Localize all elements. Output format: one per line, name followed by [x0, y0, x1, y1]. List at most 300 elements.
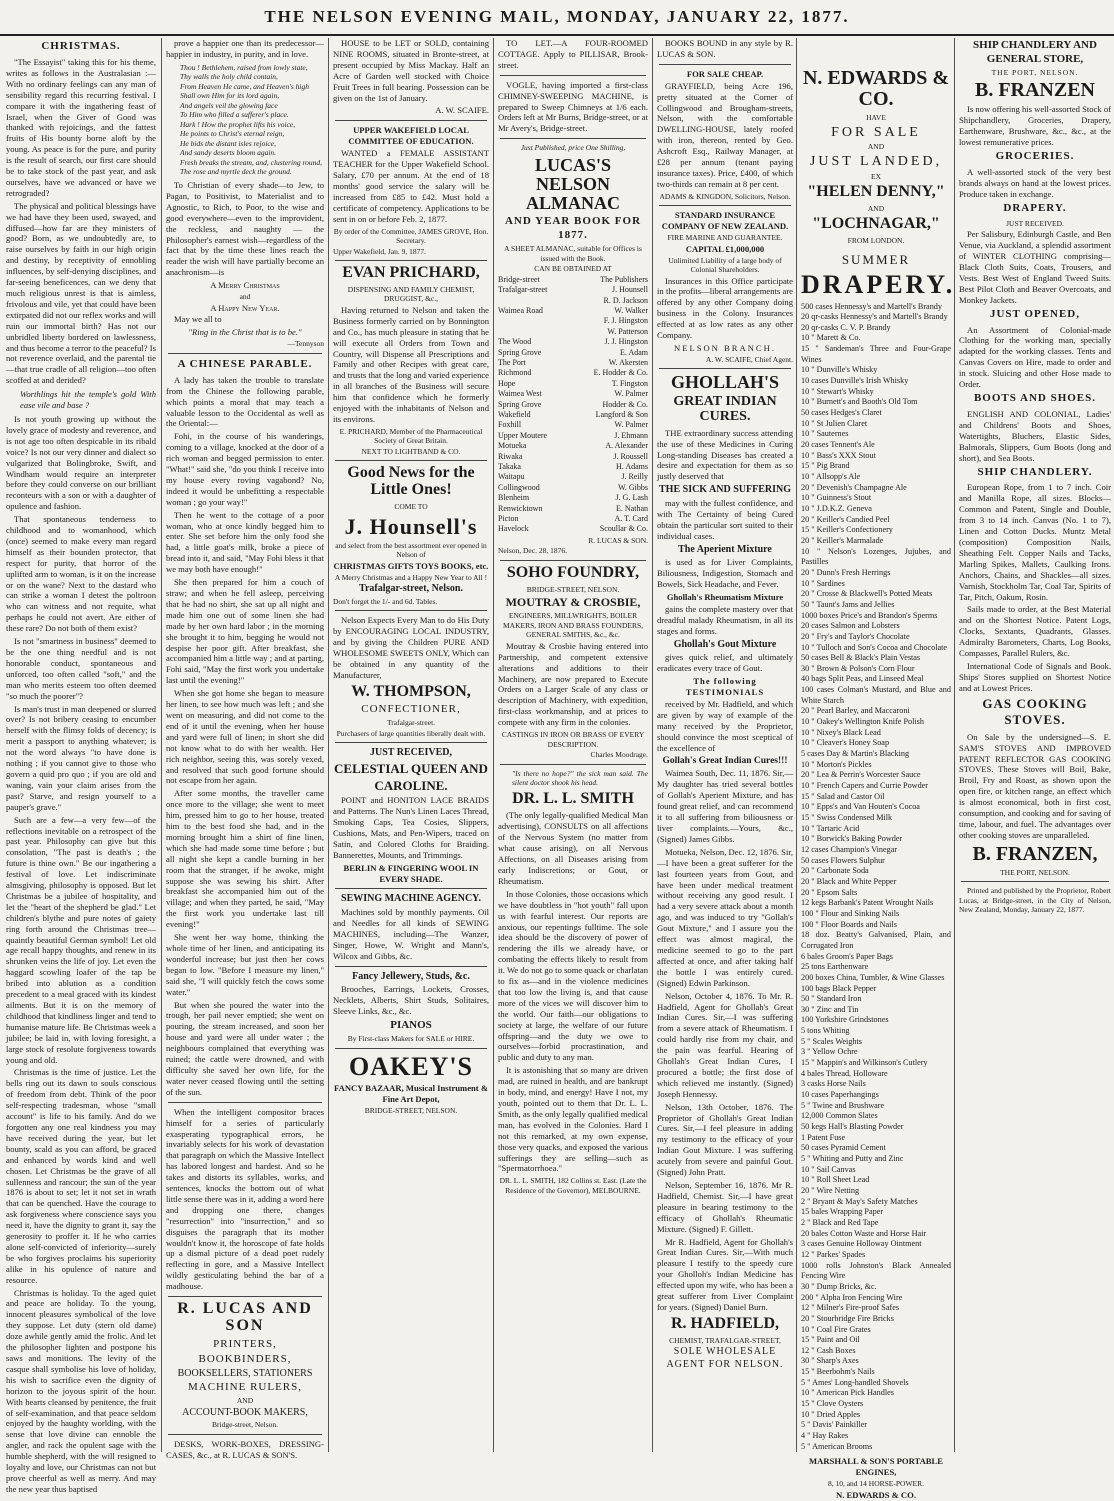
- agent-place: Richmond: [498, 368, 532, 378]
- article-paragraph: Christmas is the time of justice. Let the bells ring out its dawn to souls conscious of freedom from debt. Think of the poor self-respecting tradesman, whose "small account" is life to his family. And do we forgotten any one real kindness you may have received during the year, but let bounty, scald as you can afford, be graced and enhanced by words kind and well chosen. Let Christmas be the grave of all sullenness and rancour; the sun of the year 1876 is about to set; let it not set in wrath that can be quenched. Have the courage to ask forgiveness where conscience says you need it, have the dignity to grant it, say the generosity to proffer it. If he who carries alone self-convicted of inferiority—surely be who forgives proclaims his superiority alike in his opulence of nature and resource.: [6, 1067, 156, 1285]
- ad-drapery: DRAPERY.: [801, 270, 956, 300]
- testimonial: Nelson, September 16, 1876. Mr R. Hadfield, Chemist. Sir,—I have great pleasure in bearing testimony to the efficacy of Ghollah's Rheumatic Mixture. (Signed) F. Gillett.: [657, 1180, 793, 1234]
- ad-line: MACHINE RULERS,: [187, 1381, 302, 1394]
- goods-item: 4 " Hay Rakes: [801, 1431, 849, 1441]
- goods-item: 20 " Epsom Salts: [801, 887, 858, 897]
- goods-item: 15 " Pig Brand: [801, 461, 850, 471]
- ad-ghollah-text: THE extraordinary success attending the use of these Medicines in Curing Long-standing Diseases has created a desire and expectation for them as so justly deserved that: [657, 427, 793, 482]
- agent-place: Hope: [498, 378, 516, 388]
- goods-item: 50 kegs Hall's Blasting Powder: [801, 1122, 904, 1132]
- goods-item: 20 " Wire Netting: [801, 1185, 860, 1195]
- poem-line: Hark ! How the prophet lifts his voice,: [180, 119, 296, 129]
- greeting-line: A Happy New Year.: [210, 302, 280, 313]
- agent-name: E. Hodder & Co.: [593, 368, 648, 378]
- ad-line: MARSHALL & SON'S PORTABLE ENGINES,: [809, 1456, 943, 1478]
- ad-line: BOOKSELLERS, STATIONERS: [177, 1367, 313, 1379]
- ad-jewellery-title: Fancy Jellewery, Studs, &c.: [352, 970, 470, 982]
- ad-line: The Aperient Mixture: [678, 543, 772, 555]
- goods-item: 20 qr-casks C. V. P. Brandy: [801, 322, 891, 332]
- goods-item: 10 " Nelson's Lozenges, Jujubes, and Pastilles: [801, 546, 951, 567]
- goods-item: 10 " Coal Fire Grates: [801, 1324, 871, 1334]
- goods-item: 50 cases Flowers Sulphur: [801, 855, 885, 865]
- agent-place: Havelock: [498, 524, 529, 534]
- ad-address: Bridge-street, Nelson.: [211, 1420, 279, 1430]
- goods-item: 20 bales Cotton Waste and Horse Hair: [801, 1228, 927, 1238]
- divider: [500, 764, 646, 765]
- agent-name: Hodder & Co.: [602, 399, 648, 409]
- agent-name: F. J. Hingston: [603, 316, 648, 326]
- agent-place: The Wood: [498, 337, 532, 347]
- ad-line: ACCOUNT-BOOK MAKERS,: [182, 1406, 308, 1418]
- ad-quote: "Is there no hope?" the sick man said. The silent doctor shook his head.: [512, 768, 648, 788]
- masthead-title: THE NELSON EVENING MAIL, MONDAY, JANUARY 22, 1877.: [264, 7, 850, 26]
- agent-name: W. Palmer: [614, 420, 648, 430]
- ad-thompson-text: Nelson Expects Every Man to do His Duty by ENCOURAGING LOCAL INDUSTRY, and by giving the Children PURE AND WHOLESOME SWEETS ONLY, Which can be obtained in any quantity of the Manufacturer,: [333, 615, 489, 680]
- goods-item: 10 " Bass's XXX Stout: [801, 450, 876, 460]
- article-paragraph: May we all to: [174, 314, 222, 325]
- ad-chimney-sweep: VOGLE, having imported a first-class CHIMNEY-SWEEPING MACHINE, is prepared to Sweep Chimneys at 1/6 each. Orders left at Mr Burns, Bridge-street, or at Mr Avery's, Bridge-street.: [498, 79, 648, 134]
- ad-prichard-subtitle: DISPENSING AND FAMILY CHEMIST, DRUGGIST, &c.,: [347, 284, 475, 304]
- goods-item: 10 " Morton's Pickles: [801, 759, 872, 769]
- ad-smith-text: In those Colonies, those occasions which we have doubtless in "hot youth" fall upon us with fearful interest. Our reports are anxious, our repentings fulltime. The sole idea should be the discovery of power of rendering the ills we already have, or combating the effects likely to result from it. We do not go to some quack or charlatan to fix as—and in the violence medicines that too low the living is, and that cause more of the vices we will discover him to the world. Our faith—our obligations to society at large, the welfare of our future offspring—and the duty we owe to ourselves—forbid procrastination, and public and duty to any man.: [498, 888, 648, 1063]
- goods-item: 5 tons Whiting: [801, 1026, 850, 1036]
- goods-item: 100 bags Black Pepper: [801, 983, 877, 993]
- goods-item: 20 " Fry's and Taylor's Chocolate: [801, 631, 910, 641]
- agent-place: Upper Moutere: [498, 430, 548, 440]
- poem: [180, 63, 324, 177]
- article-paragraph: Such are a few—a very few—of the reflections inevitable on a retrospect of the past year. Philosophy can give but this consolation, "The past is death's ; the future is thine own." Be our ingathering a festival of love. Let indiscriminate almsgiving, philosophy is opposed. But let Christmas be a jubilee of hospitality, and let the "heart of the shepherd be glad." Let children's blythe and pure notes of gaiety ring forth around the Christmas tree—quaintly beautiful German symbol! Let old age recall happy thoughts, and renew in its shrunken veins the life of joy. Let even the haggard scowling loafer of the tap be bribed into ablution as a condition precedent to a meal graced with its kindest ailments. But it is on the memory of childhood that kindliness linger and tend to humanise mature life. Be Christmas week a jubilee; be laid in, with loving foresight, a large stock of resolute forgiveness towards young and old.: [6, 814, 156, 1065]
- section-heading: SHIP CHANDLERY.: [977, 465, 1093, 478]
- goods-item: 12 cases Champion's Vinegar: [801, 844, 898, 854]
- goods-item: 3 " Yellow Ochre: [801, 1047, 858, 1057]
- ad-received-title: JUST RECEIVED,: [369, 747, 453, 759]
- agent-row: [498, 504, 648, 514]
- agent-place: Bridge-street: [498, 274, 540, 284]
- ad-line: THE SICK AND SUFFERING: [659, 484, 791, 496]
- goods-item: 10 " Roll Sheet Lead: [801, 1175, 870, 1185]
- agent-row: [498, 379, 648, 389]
- agent-row: [498, 296, 648, 306]
- ad-line: Just Published, price One Shilling,: [520, 143, 626, 153]
- column-5: [652, 38, 797, 1452]
- column-2: [161, 38, 328, 1460]
- ad-line: SUMMER: [841, 251, 911, 267]
- ad-foundry-title: SOHO FOUNDRY,: [506, 563, 640, 581]
- ad-prichard-title: EVAN PRICHARD,: [342, 264, 480, 282]
- agent-row: [498, 358, 648, 368]
- agent-row: [498, 337, 648, 347]
- goods-item: 100 " Flour and Sinking Nails: [801, 908, 900, 918]
- ad-line: NELSON BRANCH.: [673, 343, 776, 353]
- ad-line: The following TESTIMONIALS: [685, 676, 765, 697]
- ad-education-text: WANTED a FEMALE ASSISTANT TEACHER for the Upper Wakefield School. Salary, £70 per annum. At the end of 18 months' good service the salary will be increased from £85 to £42. Must hold a certificate of competency. Applications to be sent in on or before Feb. 2, 1877.: [333, 148, 489, 224]
- goods-item: 10 " Dunville's Whisky: [801, 365, 878, 375]
- poem-line: Thy walls the holy child contain,: [180, 72, 278, 82]
- ad-books-bound: BOOKS BOUND in any style by R. LUCAS & SON.: [657, 38, 793, 59]
- ad-hadfield-name: R. HADFIELD,: [670, 1314, 779, 1332]
- ad-sale-title: FOR SALE CHEAP.: [686, 68, 764, 79]
- ad-pianos-text: By First-class Makers for SALE or HIRE.: [347, 1034, 475, 1044]
- ad-address: Trafalgar-street, Nelson.: [359, 583, 463, 595]
- ad-line: HAVE: [866, 113, 886, 122]
- agent-name: J. G. Lash: [615, 493, 648, 503]
- goods-item: 2 " Black and Red Tape: [801, 1217, 879, 1227]
- ad-line: FOR SALE: [831, 124, 921, 140]
- ad-address: BRIDGE-STREET, NELSON.: [526, 584, 620, 594]
- ad-line: Ghollah's Rheumatism Mixture: [666, 591, 784, 602]
- agent-name: E. Adam: [620, 347, 648, 357]
- goods-item: 20 " Pearl Barley, and Maccaroni: [801, 706, 910, 716]
- agent-row: [498, 389, 648, 399]
- agent-row: [498, 400, 648, 410]
- agent-row: [498, 420, 648, 430]
- ad-franzen-text: A well-assorted stock of the very best brands always on hand at the lowest prices. Produce taken in exchange.: [959, 167, 1111, 199]
- agent-place: Waimea West: [498, 389, 542, 399]
- goods-item: 50 cases Bell & Black's Plain Vestas: [801, 653, 921, 663]
- article-paragraph: She then prepared for him a couch of straw; and when he fell asleep, perceiving that he had no shirt, she sat up all night and made him one out of some linen she had made by her own hard labor ; in the morning she brought it to him, begging he would not despise her poor gift. After breakfast, she accompanied him a little way ; and at parting, Fohi said, "May the first work you undertake last until the evening!": [166, 577, 324, 686]
- article-paragraph: To Christian of every shade—to Jew, to Pagan, to Positivist, to Materialist and to Agnostic, to Rich, to Poor, to the wise and good everywhere—even to the improvident, the reckless, and naughty — the Philosopher's earnest wish—regardless of the fact that by the time these lines reach the reader the wish will have partially become an anachronism—is: [166, 180, 324, 278]
- goods-item: 10 " J.D.K.Z. Geneva: [801, 503, 872, 513]
- testimonial: Waimea South, Dec. 11, 1876. Sir,—My daughter has tried several bottles of Gollah's Aperient Mixture, and has found great relief, and can recommend it to all suffering from biliousness or liver complaints.—Yours, &c., (Signed) James Gibbs.: [657, 768, 793, 844]
- poem-line: Shall own Him for its lord again,: [180, 91, 280, 101]
- ad-edwards-title: N. EDWARDS & CO.: [802, 67, 950, 110]
- ad-line: BERLIN & FINGERING WOOL IN EVERY SHADE.: [343, 862, 479, 884]
- ad-ghollah-text: is used as for Liver Complaints, Biliousness, Indigestion, Stomach and Bowels, Sick Headache, and Fever.: [657, 557, 793, 590]
- ad-line: COME TO: [394, 501, 428, 511]
- goods-item: 10 " Oakey's Wellington Knife Polish: [801, 717, 924, 727]
- goods-item: 30 " Zinc and Tin: [801, 1004, 859, 1014]
- agent-name: T. Fingston: [611, 378, 648, 388]
- agent-row: [498, 285, 648, 295]
- article-paragraph: She went her way home, thinking the whole time of her linen, and anticipating its wonderful increase; but just then her cows began to low. "Before I measure my linen," said she, "I will quickly fetch the cows some water.": [166, 932, 324, 997]
- agent-place: Foxhill: [498, 420, 522, 430]
- ad-education-title: UPPER WAKEFIELD LOCAL COMMITTEE OF EDUCATION.: [348, 125, 474, 147]
- ad-house-to-let: HOUSE to be LET or SOLD, containing NINE ROOMS, situated in Bronte-street, at present occupied by Miss Mackay. Half an Acre of Garden well stocked with Choice Fruit Trees in full bearing. Possession can be given on the 1st of January.: [333, 38, 489, 103]
- poem-line: He points to Christ's eternal reign,: [180, 129, 285, 139]
- ad-insurance-title: STANDARD INSURANCE COMPANY OF NEW ZEALAND.: [661, 210, 789, 232]
- agent-name: A. T. Card: [614, 513, 648, 523]
- goods-item: 200 " Alpha Iron Fencing Wire: [801, 1292, 903, 1302]
- goods-item: 10 " Borwick's Baking Powder: [801, 834, 903, 844]
- agent-row: [498, 493, 648, 503]
- goods-item: 5 " Ames' Long-handled Shovels: [801, 1377, 909, 1387]
- agent-place: Riwaka: [498, 451, 523, 461]
- article-paragraph: The physical and political blessings have we had have they been used, swayed, and diffused—how far are they ministers of good? Born, as we undoubtedly are, to raise ourselves by faith in our high origin and destiny, by receptivity of ennobling influences, by self-denying disciplines, and far-seeing beneficences, can we deny that much religious unrest is that is aimless, frivolous and vile, yet that could have been extirpated did not our reflex works and will ruin our immortal birth? Has not our unbridled liberty bordered on lawlessness, and thus become a terror to the peaceful? Is not reverence overlaid, and the parental tie—that true cradle of all religion—too often scoffed at and derided?: [6, 200, 156, 386]
- goods-item: 20 qr-casks Hennessy's and Martell's Brandy: [801, 312, 948, 322]
- divider: [168, 1102, 322, 1103]
- article-paragraph: A lady has taken the trouble to translate from the Chinese the following parable, which points a moral that may teach a valuable lesson to the Occidental as well as the Oriental:—: [166, 374, 324, 429]
- ad-signature: A. W. SCAIFE, Chief Agent.: [705, 354, 793, 364]
- testimonial: Mr R. Hadfield, Agent for Ghollah's Great Indian Cures. Sir,—With much pleasure I testify to the speedy cure your Gholloh's Indian Medicine has effected upon my wife, who has been a great sufferer from Liver Complaint for years. (Signed) Daniel Burn.: [657, 1236, 793, 1312]
- divider: [335, 888, 487, 889]
- goods-item: 15 " Mappin's and Wilkinson's Cutlery: [801, 1058, 928, 1068]
- ad-jewellery-text: Brooches, Earrings, Lockets, Crosses, Necklets, Alberts, Shirt Studs, Solitaires, Sleeve Links, &c., &c.: [333, 984, 489, 1017]
- goods-item: 12,000 Common Slates: [801, 1111, 878, 1121]
- goods-item: 50 " Standard Iron: [801, 994, 862, 1004]
- ad-line: CAN BE OBTAINED AT: [534, 264, 612, 274]
- agent-row: [498, 524, 648, 534]
- agent-row: [498, 348, 648, 358]
- ad-address: THE PORT, NELSON.: [1000, 867, 1070, 877]
- goods-item: 10 " Sardines: [801, 578, 845, 588]
- ad-line: Gollah's Great Indian Cures!!!: [662, 756, 788, 767]
- agent-place: Waitapu: [498, 472, 525, 482]
- ad-address: NEXT TO LIGHTBAND & CO.: [361, 446, 461, 456]
- goods-item: 30 " Sharp's Axes: [801, 1356, 859, 1366]
- ad-smith-text: (The only legally-qualified Medical Man advertising), CONSULTS on all affections of the Nervous System (no matter from what cause arising), on all Nervous Affections, on all Diseases arising from early Indiscretions; or Gout, or Rheumatism.: [498, 810, 648, 886]
- divider: [500, 138, 646, 139]
- goods-item: 12 " Milner's Fire-proof Safes: [801, 1303, 900, 1313]
- columns: [6, 38, 1111, 1500]
- goods-item: 3 casks Horse Nails: [801, 1079, 866, 1089]
- ad-line: A Merry Christmas and a Happy New Year to All !: [334, 572, 488, 582]
- ad-franzen-text: Per Salisbury, Edinburgh Castle, and Ben Venue, via Auckland, a splendid assortment of WINTER CLOTHING comprising—Black Cloth Suits, Coats, Trousers, and Vests. Best West of England Tweed Suits. Best Pilot Cloth and Beaver Overcoats, and Monkey Jackets.: [959, 229, 1111, 305]
- goods-item: 10 cases Paperhangings: [801, 1090, 879, 1100]
- agent-row: [498, 462, 648, 472]
- article-paragraph: When she got home she began to measure her linen, to see how much was left ; and she went on measuring, and did not come to the end of it until the evening, when her house and yard were full of linen; in short she did not know what to do with her wealth. Her rich neighbor, seeing this, was sorely vexed, and resolved that such good fortune should not escape from her again.: [166, 688, 324, 786]
- article-heading-chinese-parable: A CHINESE PARABLE.: [177, 357, 313, 370]
- poem-line: Thou ! Bethlehem, raised from lowly state,: [180, 62, 308, 72]
- ad-line: Unlimited Liability of a large body of Colonial Shareholders.: [668, 255, 782, 275]
- ad-insurance-capital: CAPITAL £1,000,000: [685, 243, 765, 254]
- goods-item: 15 " Sandeman's Three and Four-Grape Wines: [801, 344, 951, 364]
- goods-item: 15 bales Wrapping Paper: [801, 1207, 884, 1217]
- goods-item: 12 kegs Barbank's Patent Wrought Nails: [801, 898, 934, 908]
- divider: [335, 260, 487, 261]
- agent-place: Blenheim: [498, 493, 530, 503]
- ad-date: Upper Wakefield, Jan. 9, 1877.: [333, 246, 426, 256]
- column-3: [328, 38, 493, 1452]
- goods-item: 10 " Guinness's Stout: [801, 493, 872, 503]
- goods-list: [801, 302, 951, 1453]
- goods-item: 10 " Allsopp's Ale: [801, 472, 861, 481]
- goods-item: 18 doz. Beatty's Galvanised, Plain, and Corrugated Iron: [801, 930, 951, 950]
- goods-item: 10 " St Julien Claret: [801, 418, 868, 428]
- article-paragraph: Is not "smartness in business" deemed to be the one thing needful and is not honorable conduct, spontaneous and unforced, too often called "soft," and the man who merits esteem too often deemed "so much the poorer"?: [6, 636, 156, 701]
- divider: [335, 120, 487, 121]
- goods-item: 10 " Dried Apples: [801, 1409, 861, 1419]
- ad-sale-text: GRAYFIELD, being Acre 196, pretty situated at the Corner of Collingwood and Brougham-streets, Nelson, with the comfortable DWELLING-HOUSE, lately roofed with iron, thereon, rented by Geo. Ashcroft Esq., Railway Manager, at £28 per annum (tenant paying insurance taxes). Price, £400, of which two-thirds can remain at 8 per cent.: [657, 80, 793, 189]
- ad-foundry-trades: ENGINEERS, MILLWRIGHTS, BOILER MAKERS, IRON AND BRASS FOUNDERS, GENERAL SMITHS, &c., &c.: [502, 611, 644, 640]
- agent-row: [498, 327, 648, 337]
- ad-smith-title: DR. L. L. SMITH: [512, 789, 634, 807]
- ad-franzen-text: Sails made to order, at the Best Material and on the Shortest Notice. Patent Logs, Clocks, Sextants, Quadrants, Glasses. Admiralty Barometers, Charts, Log Books, Compasses, Parallel Rulers, &c.: [959, 604, 1111, 659]
- section-heading: DRAPERY.: [1003, 201, 1067, 214]
- ad-line: SOLE WHOLESALE AGENT FOR NELSON.: [666, 1346, 784, 1370]
- agent-row: [498, 410, 648, 420]
- testimonial: Motueka, Nelson, Dec. 12, 1876. Sir,—I have been a great sufferer for the last fourteen years from Gout, and have been under medical treatment without receiving any good result. I had a very severe attack about a month ago, and was induced to try "Gollah's Gout Mixture," and I assure you the effect was almost magical, the medicine seemed to go to the part affected at once, and after taking half the bottle I was entirely cured. (Signed) Edwin Parkinson.: [657, 846, 793, 988]
- agent-name: W. Walker: [614, 306, 648, 316]
- agent-row: [498, 514, 648, 524]
- article-paragraph: Christmas is holiday. To the aged quiet and peace are holiday. To the young, innocent pleasures symbolical of the love they suppose. Let duty (stern old dame) doze awhile gently amid the frolic. And let the philosopher lighten and postpone his saws and monitions. The levity of the casque shall symbolise his love of holiday, his wish to sacrifice even the dignity of horizon to the joyous spirit of the hour. With hearts cleansed by penitence, the fruit of self-examination, and that peace seldom enjoyed by the haughty worlding, with the sense that love divine can ennoble the angler, and rack the opulent sage with the humble shepherd, with the will resigned to loyalty and love, our Christmas can not but prove cheerful as well as merry. And may the new year thus baptised: [6, 1287, 156, 1494]
- ad-line: JUST RECEIVED.: [1006, 218, 1064, 228]
- divider: [335, 742, 487, 743]
- goods-item: 50 " Taunt's Jams and Jellies: [801, 599, 895, 609]
- article-quote: Worthlings hit the temple's gold With ease vile and base ?: [20, 389, 156, 411]
- goods-item: 20 cases Tennent's Ale: [801, 440, 875, 450]
- masthead: [0, 0, 1114, 36]
- ad-address: BRIDGE-STREET, NELSON.: [364, 1105, 458, 1115]
- ad-ghollah-text: may with the fullest confidence, and with The Certainty of being Cured obtain the particular sort suited to their individual cases.: [657, 497, 793, 541]
- goods-item: 5 " Whiting and Putty and Zinc: [801, 1154, 904, 1163]
- ad-foundry-text: Moutray & Crosbie having entered into Partnership, and competent extensive alterations and additions to their Machinery, are now prepared to Execute Orders on a Larger Scale of any class or description of Machinery, with expedition, first-class workmanship, and at prices to compete with any firm in the colonies.: [498, 640, 648, 728]
- goods-item: 2 " Bryant & May's Safety Matches: [801, 1196, 918, 1206]
- poem-line: The rose and myrtle deck the ground.: [180, 167, 292, 177]
- ad-signature: Charles Moodrage.: [590, 750, 648, 760]
- ad-signature: ADAMS & KINGDON, Solicitors, Nelson.: [659, 191, 791, 201]
- section-heading: BOOTS AND SHOES.: [973, 392, 1097, 404]
- ad-line: PRINTERS,: [213, 1337, 277, 1350]
- agent-name: H. Adams: [616, 461, 648, 471]
- agent-place: Picton: [498, 513, 519, 523]
- ad-signature: R. LUCAS & SON.: [588, 535, 648, 545]
- ad-signature: E. PRICHARD, Member of the Pharmaceutical Society of Great Britain.: [339, 426, 483, 446]
- ad-line: CONFECTIONER,: [361, 703, 461, 716]
- poem-line: He bids the distant isles rejoice,: [180, 138, 276, 148]
- ad-line: FROM LONDON.: [847, 236, 905, 246]
- ad-signature: A. W. SCAIFE.: [435, 105, 489, 116]
- ad-pianos-title: PIANOS: [390, 1019, 432, 1032]
- ad-date: Nelson, Dec. 28, 1876.: [498, 546, 567, 556]
- ad-ghollah-text: received by Mr. Hadfield, and which are given by way of example of the many received by the Proprietor, should convince the most sceptical of the excellence of: [657, 698, 793, 753]
- agent-place: The Port: [498, 358, 526, 368]
- ad-address: THE PORT, NELSON.: [991, 67, 1079, 77]
- article-paragraph: "The Essayist" taking this for his theme, writes as follows in the Australasian :—With no ordinary feelings can any man of sensibility regard this recurring festival. I compare it with the ingathering feast of Israel, when the Giver of Good was thanked with rejoicings, and the fattest fruits of His bounty borne aloft by the young. As peace is for the pure, and purity is the result of search, our first care should be to take stock of the past year, and ask ourselves, have we advanced or have we retrograded?: [6, 56, 156, 198]
- ad-note: CASTINGS IN IRON OR BRASS OF EVERY DESCRIPTION.: [501, 730, 645, 749]
- goods-item: 15 " Paint and Oil: [801, 1335, 860, 1345]
- agent-row: [498, 452, 648, 462]
- poem-line: And angels veil the glowing face: [180, 100, 278, 110]
- goods-item: 10 " Burnett's and Booth's Old Tom: [801, 397, 918, 407]
- agent-name: A. Alexander: [605, 441, 648, 451]
- goods-item: 20 " Dunn's Fresh Herrings: [801, 567, 891, 577]
- agent-name: W. Patterson: [607, 326, 648, 336]
- agent-name: Langford & Son: [595, 410, 648, 419]
- article-paragraph: Is not youth growing up without the lovely grace of modesty and reverence, and is not age too often despicable in its ribald voice? Is not our very dinner and dialect so vulgarized that Bolingbroke, Swift, and Windham would require an interpreter before they could converse on our brilliant reconteurs with a son or with a daughter of opulence and fashion.: [6, 413, 156, 512]
- goods-item: 30 " Brown & Polson's Corn Flour: [801, 663, 915, 673]
- goods-item: 6 bales Groom's Paper Bags: [801, 951, 893, 961]
- agent-place: Wakefield: [498, 410, 531, 419]
- goods-item: 10 " Tartaric Acid: [801, 823, 860, 833]
- agent-name: W. Palmer: [614, 389, 648, 399]
- goods-item: 40 bags Split Peas, and Linseed Meal: [801, 674, 924, 684]
- divider: [335, 460, 487, 461]
- goods-item: 100 Yorkshire Grindstones: [801, 1015, 889, 1025]
- agent-row: [498, 275, 648, 285]
- agent-name: The Publishers: [600, 274, 648, 284]
- goods-item: 15 " Keiller's Confectionery: [801, 525, 893, 535]
- agent-name: Scoullar & Co.: [599, 524, 648, 534]
- agent-name: J. Ehmann: [614, 430, 648, 440]
- article-paragraph: But when she poured the water into the trough, her pail never emptied; she went on pouring, the stream increased, and soon her house and yard were all under water ; the neighbours complained that everything was ruined; the cattle were drowned, and with difficulty she saved her own life, for the water never ceased flowing until the setting of the sun.: [166, 999, 324, 1097]
- article-paragraph: prove a happier one than its predecessor—happier in industry, in purity, and in love.: [166, 38, 324, 59]
- ad-signature: N. EDWARDS & CO.: [836, 1489, 916, 1500]
- agent-row: [498, 441, 648, 451]
- ad-franzen-title: SHIP CHANDLERY AND GENERAL STORE,: [973, 39, 1097, 65]
- divider: [168, 353, 322, 354]
- goods-item: 15 " Beerbohm's Nails: [801, 1367, 875, 1377]
- divider: [500, 560, 646, 561]
- article-heading-christmas: CHRISTMAS.: [41, 40, 121, 52]
- goods-item: 20 " Keiller's Marmalade: [801, 535, 884, 545]
- divider: [335, 610, 487, 611]
- divider: [500, 75, 646, 76]
- goods-item: 100 cases Colman's Mustard, and Blue and White Starch: [801, 685, 951, 705]
- goods-item: 10 " Nixey's Black Lead: [801, 727, 881, 737]
- goods-item: 4 bales Thread, Holloware: [801, 1068, 888, 1078]
- verse-attribution: —Tennyson: [287, 339, 324, 349]
- ad-line: CHRISTMAS GIFTS TOYS BOOKS, etc.: [333, 560, 489, 571]
- ad-sewing-text: Machines sold by monthly payments. Oil and Needles for all kinds of SEWING MACHINES, including—The Wanzer, Singer, Howe, W. Wright and Mann's, Wilcox and Gibbs, &c.: [333, 907, 489, 961]
- agent-name: E. Nathan: [616, 503, 648, 513]
- agent-name: J. J. Hingston: [604, 337, 648, 347]
- column-4: [493, 38, 652, 1452]
- goods-item: 25 tons Earthenware: [801, 962, 869, 972]
- goods-item: 5 " Twine and Brushware: [801, 1100, 885, 1110]
- agent-place: Waimea Road: [498, 306, 543, 316]
- agent-name: W. Akersten: [608, 358, 648, 368]
- divider: [335, 966, 487, 967]
- agent-row: [498, 306, 648, 316]
- agent-name: R. D. Jackson: [603, 295, 648, 305]
- ad-signature: B. FRANZEN,: [972, 842, 1098, 865]
- ad-ghollah-text: gains the complete mastery over that dreadful malady Rheumatism, in all its stages and forms.: [657, 603, 793, 636]
- goods-item: 15 " Salad and Castor Oil: [801, 791, 885, 801]
- agent-place: Spring Grove: [498, 399, 542, 409]
- ad-line: AND: [236, 1396, 254, 1406]
- ad-note: Don't forget the 1/- and 6d. Tables.: [333, 596, 438, 606]
- agents-table: [498, 275, 648, 535]
- ad-footer: DESKS, WORK-BOXES, DRESSING-CASES, &c., at R. LUCAS & SON'S.: [166, 1439, 324, 1460]
- agent-row: [498, 368, 648, 378]
- goods-item: 20 " Keiller's Candied Peel: [801, 514, 890, 524]
- goods-item: 5 " Davis' Painkiller: [801, 1420, 867, 1430]
- verse: "Ring in the Christ that is to be.": [188, 327, 302, 338]
- goods-item: 1 Patent Fuse: [801, 1132, 846, 1142]
- printer-imprint: Printed and published by the Proprietor, Robert Lucas, at Bridge-street, in the City of Nelson, New Zealand, Monday, January 22, 1877.: [959, 886, 1111, 915]
- poem-line: From Heaven He came, and Heaven's high: [180, 81, 309, 91]
- goods-item: 10 " Sauternes: [801, 429, 849, 439]
- section-heading: GROCERIES.: [995, 150, 1075, 163]
- ad-thompson-name: W. THOMPSON,: [351, 682, 471, 700]
- ad-smith-text: It is astonishing that so many are driven mad, are ruined in health, and are bankrupt in body, mind, and energy! Have I not, my youth, pointed out to them that Dr. L. L. Smith, as the only legally qualified medical man, has evolved in the Colonies. Hard I not this remarked, at my own expense, those very quacks, and exposed the various sufferings they are selling—such as "Spermatorrhoea.": [498, 1065, 648, 1174]
- divider: [168, 1434, 322, 1435]
- goods-item: 100 " Floor Boards and Nails: [801, 919, 897, 929]
- ad-received-text: POINT and HONITON LACE BRAIDS and Patterns. The Nun's Linen Laces Thread, Smoking Caps, Tea Cosies, Slippers, Cushions, Mats, and Pen-Wipers, traced on Satin, and Colored Cloths for Braiding. Bannerettes, Mounts, and Trimmings.: [333, 795, 489, 860]
- goods-item: 3 cases Genuine Holloway Ointment: [801, 1239, 922, 1249]
- ad-line: and select from the best assortment ever opened in Nelson of: [335, 540, 487, 560]
- ad-franzen-intro: Is now offering his well-assorted Stock of Shipchandlery, Groceries, Drapery, Earthenware, Brushware, &c., &c., at the lowest remunerative prices.: [959, 104, 1111, 148]
- goods-item: 20 " Lea & Perrin's Worcester Sauce: [801, 770, 921, 780]
- agent-name: J. Roussell: [613, 451, 648, 461]
- goods-item: 1000 boxes Price's and Brandon's Sperms: [801, 610, 938, 620]
- article-paragraph: That spontaneous tenderness to childhood and to womanhood, which (once) seemed to make every man regard himself as their bounden protector, that respect for purity, that horror of the uplifted arm to woman, is it on the increase or on the wane? Next to the dastard who can strike a woman I detest the poltroon who can witness and not requite, what perhaps he could not avert. Are either of these rare? Do not both of them exist?: [6, 514, 156, 634]
- goods-item: 10 " Cleaver's Honey Soap: [801, 738, 890, 748]
- ad-oakey-subtitle: FANCY BAZAAR, Musical Instrument & Fine Art Depot,: [334, 1082, 488, 1104]
- ad-line: JUST LANDED,: [809, 153, 943, 169]
- section-heading: GAS COOKING STOVES.: [982, 695, 1088, 728]
- ad-franzen-text: On Sale by the undersigned—S. E. SAM'S STOVES AND IMPROVED PATENT REFLECTOR GAS COOKING STOVES. These Stoves will Boil, Bake, Broil, Fry and Roast, as shown upon the open fire, or kitchen range, an effect which is almost economical, both in first cost, consumption, and cooking and for saving of time, labour, and fuel. The advantages over other cooking stoves are unparalleled.: [959, 731, 1111, 840]
- goods-item: 1000 rolls Johnston's Black Annealed Fencing Wire: [801, 1260, 951, 1281]
- goods-item: 10 " Marett & Co.: [801, 333, 861, 343]
- ad-line: AND: [867, 142, 885, 152]
- goods-item: 10 " American Pick Handles: [801, 1388, 894, 1398]
- ad-address: Trafalgar-street.: [386, 718, 436, 728]
- ad-insurance-sub: FIRE MARINE AND GUARANTEE.: [667, 233, 783, 243]
- agent-place: Takaka: [498, 461, 521, 471]
- article-paragraph: Fohi, in the course of his wanderings, coming to a village, knocked at the door of a rich woman and begged permission to enter. "What!" said she, "do you think I receive into my house every roving vagabond? No, indeed it would be unbefitting a respectable woman ; go your way!": [166, 431, 324, 507]
- ad-ghollah-text: gives quick relief, and ultimately eradicates every trace of Gout.: [657, 652, 793, 674]
